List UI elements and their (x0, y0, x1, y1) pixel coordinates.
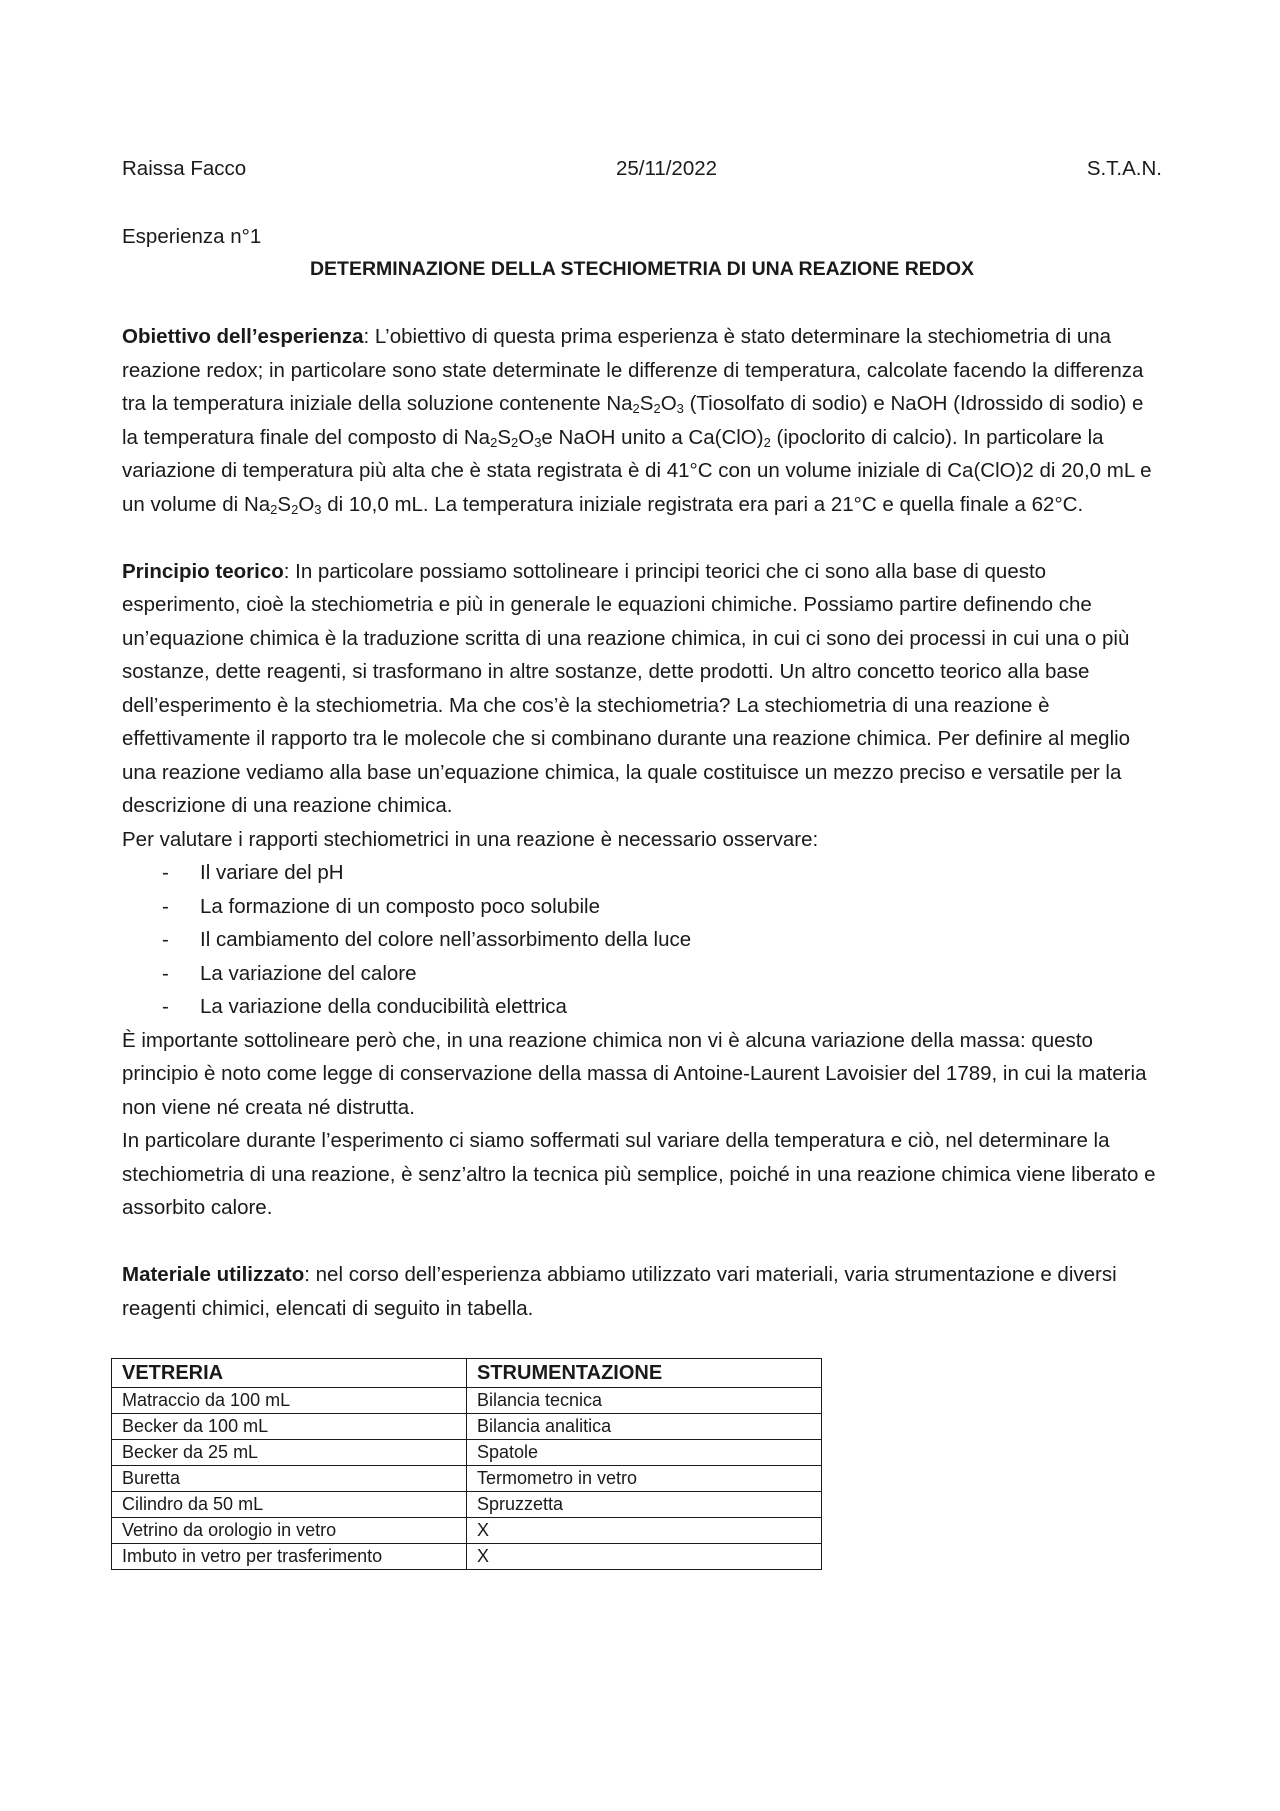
document-header (122, 152, 1162, 186)
table-header-row (112, 1359, 822, 1388)
materials-heading: Materiale utilizzato (122, 1263, 305, 1286)
list-item: - Il variare del pH (162, 861, 344, 884)
table-row: Imbuto in vetro per trasferimento X (112, 1544, 822, 1570)
author-name: Raissa Facco (122, 157, 247, 180)
column-header-vetreria: VETRERIA (112, 1359, 467, 1388)
document-body (122, 152, 1162, 1325)
table-row: Cilindro da 50 mL Spruzzetta (112, 1492, 822, 1518)
temperature-paragraph: In particolare durante l’esperimento ci siamo soffermati sul variare della temperatura e ciò, nel determinare la stechiometria di una reazione, è senz’altro la tecnica più semplice, poiché in una reazione chimica viene liberato e assorbito calore. (122, 1129, 1156, 1219)
materials-table (111, 1358, 822, 1570)
experience-label: Esperienza n°1 (122, 224, 262, 248)
list-item: - La variazione della conducibilità elettrica (162, 995, 567, 1018)
formula-na2s2o3: $Na_2S_2O_3$ (463, 425, 542, 450)
table-row: Becker da 100 mL Bilancia analitica (112, 1414, 822, 1440)
principle-heading: Principio teorico (122, 559, 284, 583)
formula-na2s2o3: $Na_2S_2O_3$ (243, 492, 322, 517)
mass-conservation-paragraph: È importante sottolineare però che, in una reazione chimica non vi è alcuna variazione della massa: questo principio è noto come legge di conservazione della massa di Antoine-Laurent Lavoisier del 1789, in cui la materia non viene né creata né distrutta. (122, 1028, 1147, 1119)
list-item: - La formazione di un composto poco solubile (162, 894, 600, 918)
table-row: Vetrino da orologio in vetro X (112, 1518, 822, 1544)
objective-heading: Obiettivo dell’esperienza (122, 325, 364, 348)
principle-list-intro: Per valutare i rapporti stechiometrici in una reazione è necessario osservare: (122, 827, 819, 851)
observation-list (122, 856, 1162, 1024)
table-row: Buretta Termometro in vetro (112, 1466, 822, 1492)
table-row: Matraccio da 100 mL Bilancia tecnica (112, 1388, 822, 1414)
principle-paragraph: Principio teorico: In particolare possiamo sottolineare i principi teorici che ci sono alla base di questo esperimento, cioè la stechiometria e più in generale le equazioni chimiche. Possiamo partire definendo che un’equazione chimica è la traduzione scritta di una reazione chimica, in cui ci sono dei processi in cui una o più sostanze, dette reagenti, si trasformano in altre sostanze, dette prodotti. Un altro concetto teorico alla base dell’esperimento è la stechiometria. Ma che cos’è la stechiometria? La stechiometria di una reazione è effettivamente il rapporto tra le molecole che si combinano durante una reazione chimica. Per definire al meglio una reazione vediamo alla base un’equazione chimica, la quale costituisce un mezzo preciso e versatile per la descrizione di una reazione chimica. (122, 559, 1131, 817)
column-header-strumentazione: STRUMENTAZIONE (467, 1359, 822, 1388)
materials-paragraph: Materiale utilizzato: nel corso dell’esperienza abbiamo utilizzato vari materiali, varia strumentazione e diversi reagenti chimici, elencati di seguito in tabella. (122, 1263, 1117, 1320)
list-item: - Il cambiamento del colore nell’assorbimento della luce (162, 928, 692, 951)
list-item: - La variazione del calore (162, 961, 417, 985)
objective-paragraph: Obiettivo dell’esperienza: L’obiettivo di questa prima esperienza è stato determinare la stechiometria di una reazione redox; in particolare sono state determinate le differenze di temperatura, calcolate facendo la differenza tra la temperatura iniziale della soluzione contenente $Na_2S_2O_3$ (Tiosolfato di sodio) e NaOH (Idrossido di sodio) e la temperatura finale del composto di $Na_2S_2O_3e$ NaOH unito a $Ca(ClO)_2$ (ipoclorito di calcio). In particolare la variazione di temperatura più alta che è stata registrata è di 41°C con un volume iniziale di Ca(ClO)2 di 20,0 mL e un volume di $Na_2S_2O_3$ di 10,0 mL. La temperatura iniziale registrata era pari a 21°C e quella finale a 62°C. (122, 325, 1152, 517)
course-name: S.T.A.N. (1086, 157, 1162, 180)
document-title: DETERMINAZIONE DELLA STECHIOMETRIA DI UNA REAZIONE REDOX (309, 258, 975, 280)
formula-na2s2o3: $Na_2S_2O_3$ (606, 392, 684, 416)
document-date: 25/11/2022 (615, 157, 718, 180)
table-row: Becker da 25 mL Spatole (112, 1440, 822, 1466)
